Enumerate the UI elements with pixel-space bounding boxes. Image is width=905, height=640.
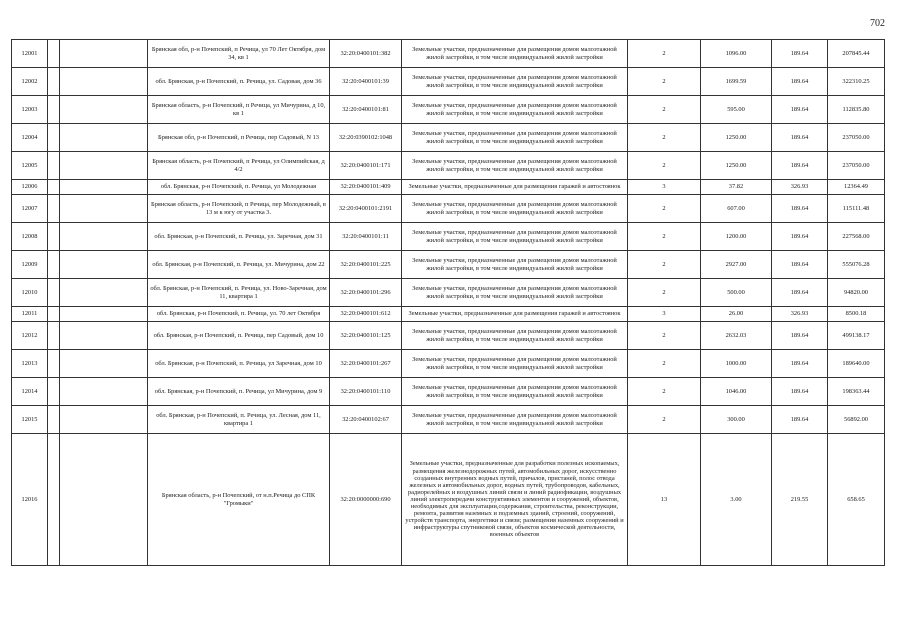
row-land-use: Земельные участки, предназначенные для размещения домов малоэтажной жилой застройки, в том числе индивидуальной жилой застройки (402, 350, 628, 378)
row-address: обл. Брянская, р-н Почепский, п. Речица, ул. Мичурина, дом 22 (148, 251, 330, 279)
row-cadastral-number: 32:20:0400101:267 (330, 350, 402, 378)
row-cadastral-value: 189640.00 (828, 350, 885, 378)
row-address: обл. Брянская, р-н Почепский, п. Речица, пер Садовый, дом 10 (148, 322, 330, 350)
row-spacer (60, 40, 148, 68)
row-land-use: Земельные участки, предназначенные для размещения домов малоэтажной жилой застройки, в том числе индивидуальной жилой застройки (402, 251, 628, 279)
row-spacer (60, 434, 148, 566)
row-area: 1046.00 (701, 378, 772, 406)
row-address: Брянская обл, р-н Почепский, п Речица, пер Садовый, N 13 (148, 124, 330, 152)
row-cadastral-number: 32:20:0400102:67 (330, 406, 402, 434)
row-spacer (48, 40, 60, 68)
row-spacer (60, 378, 148, 406)
row-address: обл. Брянская, р-н Почепский, п. Речица, ул. Лесная, дом 11, квартира 1 (148, 406, 330, 434)
row-area: 2632.03 (701, 322, 772, 350)
row-address: обл. Брянская, р-н Почепский, п. Речица, ул. Садовая, дом 36 (148, 68, 330, 96)
row-rate: 189.64 (772, 68, 828, 96)
row-category-code: 2 (628, 279, 701, 307)
row-spacer (60, 96, 148, 124)
row-spacer (48, 152, 60, 180)
row-area: 1250.00 (701, 124, 772, 152)
row-cadastral-value: 198363.44 (828, 378, 885, 406)
row-cadastral-value: 499138.17 (828, 322, 885, 350)
table-row (12, 124, 885, 152)
row-id: 12004 (12, 124, 48, 152)
row-spacer (60, 195, 148, 223)
row-category-code: 3 (628, 180, 701, 195)
row-address: Брянская область, р-н Почепский, п Речица, ул Олимпийская, д 4/2 (148, 152, 330, 180)
row-rate: 189.64 (772, 195, 828, 223)
row-id: 12011 (12, 307, 48, 322)
row-spacer (48, 96, 60, 124)
row-cadastral-value: 658.65 (828, 434, 885, 566)
table-row (12, 180, 885, 195)
table-row (12, 223, 885, 251)
row-rate: 189.64 (772, 350, 828, 378)
row-spacer (48, 350, 60, 378)
row-cadastral-number: 32:20:0400101:409 (330, 180, 402, 195)
row-spacer (60, 152, 148, 180)
row-id: 12012 (12, 322, 48, 350)
row-id: 12015 (12, 406, 48, 434)
row-spacer (48, 223, 60, 251)
row-cadastral-value: 8500.18 (828, 307, 885, 322)
row-cadastral-number: 32:20:0400101:2191 (330, 195, 402, 223)
table-row (12, 307, 885, 322)
row-rate: 189.64 (772, 279, 828, 307)
row-spacer (60, 279, 148, 307)
row-category-code: 2 (628, 96, 701, 124)
row-id: 12003 (12, 96, 48, 124)
row-cadastral-number: 32:20:0400101:171 (330, 152, 402, 180)
row-address: обл. Брянская, р-н Почепский, п. Речица, ул. Заречная, дом 31 (148, 223, 330, 251)
row-category-code: 3 (628, 307, 701, 322)
row-id: 12002 (12, 68, 48, 96)
row-spacer (48, 279, 60, 307)
row-cadastral-value: 207845.44 (828, 40, 885, 68)
row-spacer (60, 251, 148, 279)
row-address: Брянская область, р-н Почепский, п Речица, пер Молодежный, в 13 м к югу от участка 3. (148, 195, 330, 223)
row-land-use: Земельные участки, предназначенные для разработки полезных ископаемых, размещения железнодорожных путей, автомобильных дорог, искусственно созданных внутренних водных путей, причалов, пристаней, полос отвода железных и автомобильных дорог, водных путей, трубопроводов, кабельных, радиорелейных и воздушных линий связи и линий радиофикации, воздушных линий электропередачи конструктивных элементов и сооружений, объектов, необходимых для эксплуатации,содержания, строительства, реконструкции, ремонта, развития наземных и подземных зданий, строений, сооружений, устройств транспорта, энергетики и связи; размещения наземных сооружений и инфраструктуры спутниковой связи, объектов космической деятельности, военных объектов (402, 434, 628, 566)
row-cadastral-number: 32:20:0400101:225 (330, 251, 402, 279)
table-row (12, 350, 885, 378)
row-address: Брянская область, р-н Почепский, п Речица, ул Мичурина, д 10, кв 1 (148, 96, 330, 124)
table-row (12, 279, 885, 307)
row-rate: 326.93 (772, 307, 828, 322)
row-spacer (48, 251, 60, 279)
row-spacer (48, 180, 60, 195)
row-id: 12001 (12, 40, 48, 68)
row-spacer (60, 350, 148, 378)
row-category-code: 2 (628, 223, 701, 251)
table-body (12, 40, 885, 566)
row-address: Брянская область, р-н Почепский, от н.п.Речица до СПК "Громыки" (148, 434, 330, 566)
row-rate: 189.64 (772, 40, 828, 68)
row-category-code: 2 (628, 40, 701, 68)
row-rate: 189.64 (772, 223, 828, 251)
row-spacer (48, 378, 60, 406)
row-id: 12010 (12, 279, 48, 307)
row-spacer (60, 406, 148, 434)
row-id: 12014 (12, 378, 48, 406)
row-cadastral-value: 237050.00 (828, 124, 885, 152)
row-cadastral-value: 115111.48 (828, 195, 885, 223)
row-spacer (60, 68, 148, 96)
row-cadastral-value: 227568.00 (828, 223, 885, 251)
row-spacer (48, 68, 60, 96)
table-row (12, 195, 885, 223)
row-land-use: Земельные участки, предназначенные для размещения домов малоэтажной жилой застройки, в том числе индивидуальной жилой застройки (402, 40, 628, 68)
row-cadastral-number: 32:20:0400101:11 (330, 223, 402, 251)
row-category-code: 2 (628, 152, 701, 180)
row-cadastral-value: 56892.00 (828, 406, 885, 434)
table-row (12, 251, 885, 279)
row-id: 12013 (12, 350, 48, 378)
row-area: 300.00 (701, 406, 772, 434)
row-area: 595.00 (701, 96, 772, 124)
row-cadastral-value: 94820.00 (828, 279, 885, 307)
row-rate: 189.64 (772, 251, 828, 279)
row-rate: 189.64 (772, 378, 828, 406)
row-id: 12016 (12, 434, 48, 566)
row-id: 12008 (12, 223, 48, 251)
table-row (12, 152, 885, 180)
row-area: 37.82 (701, 180, 772, 195)
row-land-use: Земельные участки, предназначенные для размещения домов малоэтажной жилой застройки, в том числе индивидуальной жилой застройки (402, 406, 628, 434)
table-row (12, 68, 885, 96)
row-spacer (48, 322, 60, 350)
row-rate: 189.64 (772, 406, 828, 434)
row-id: 12007 (12, 195, 48, 223)
row-area: 607.00 (701, 195, 772, 223)
row-area: 1200.00 (701, 223, 772, 251)
row-rate: 326.93 (772, 180, 828, 195)
row-cadastral-value: 12364.49 (828, 180, 885, 195)
row-rate: 189.64 (772, 124, 828, 152)
row-spacer (48, 307, 60, 322)
row-land-use: Земельные участки, предназначенные для размещения домов малоэтажной жилой застройки, в том числе индивидуальной жилой застройки (402, 124, 628, 152)
table-row (12, 40, 885, 68)
row-cadastral-number: 32:20:0400101:296 (330, 279, 402, 307)
row-rate: 219.55 (772, 434, 828, 566)
row-cadastral-number: 32:20:0390102:1048 (330, 124, 402, 152)
row-rate: 189.64 (772, 96, 828, 124)
row-area: 2927.00 (701, 251, 772, 279)
table-row (12, 378, 885, 406)
row-category-code: 2 (628, 68, 701, 96)
row-cadastral-value: 112835.80 (828, 96, 885, 124)
row-address: обл. Брянская, р-н Почепский, п. Речица, ул. Ново-Заречная, дом 11, квартира 1 (148, 279, 330, 307)
table-row (12, 322, 885, 350)
row-land-use: Земельные участки, предназначенные для размещения домов малоэтажной жилой застройки, в том числе индивидуальной жилой застройки (402, 96, 628, 124)
row-spacer (48, 434, 60, 566)
row-spacer (60, 322, 148, 350)
row-address: обл. Брянская, р-н Почепский, п. Речица, ул. 70 лет Октября (148, 307, 330, 322)
row-spacer (60, 223, 148, 251)
row-cadastral-number: 32:20:0400101:81 (330, 96, 402, 124)
row-cadastral-number: 32:20:0000000:690 (330, 434, 402, 566)
row-land-use: Земельные участки, предназначенные для размещения домов малоэтажной жилой застройки, в том числе индивидуальной жилой застройки (402, 279, 628, 307)
row-cadastral-value: 237050.00 (828, 152, 885, 180)
row-land-use: Земельные участки, предназначенные для размещения домов малоэтажной жилой застройки, в том числе индивидуальной жилой застройки (402, 322, 628, 350)
row-land-use: Земельные участки, предназначенные для размещения домов малоэтажной жилой застройки, в том числе индивидуальной жилой застройки (402, 152, 628, 180)
row-land-use: Земельные участки, предназначенные для размещения домов малоэтажной жилой застройки, в том числе индивидуальной жилой застройки (402, 223, 628, 251)
row-category-code: 2 (628, 195, 701, 223)
row-cadastral-number: 32:20:0400101:382 (330, 40, 402, 68)
row-spacer (48, 124, 60, 152)
row-area: 1250.00 (701, 152, 772, 180)
row-land-use: Земельные участки, предназначенные для размещения гаражей и автостоянок (402, 180, 628, 195)
row-spacer (60, 180, 148, 195)
row-id: 12006 (12, 180, 48, 195)
row-category-code: 2 (628, 251, 701, 279)
row-category-code: 2 (628, 378, 701, 406)
page-number: 702 (870, 18, 885, 29)
row-land-use: Земельные участки, предназначенные для размещения домов малоэтажной жилой застройки, в том числе индивидуальной жилой застройки (402, 378, 628, 406)
table-row (12, 434, 885, 566)
row-address: обл. Брянская, р-н Почепский, п. Речица, ул Заречная, дом 10 (148, 350, 330, 378)
row-area: 1096.00 (701, 40, 772, 68)
row-cadastral-number: 32:20:0400101:39 (330, 68, 402, 96)
row-rate: 189.64 (772, 152, 828, 180)
row-area: 1699.59 (701, 68, 772, 96)
row-category-code: 13 (628, 434, 701, 566)
row-spacer (60, 307, 148, 322)
row-address: обл. Брянская, р-н Почепский, п. Речица, ул Молодежная (148, 180, 330, 195)
row-id: 12005 (12, 152, 48, 180)
row-area: 3.00 (701, 434, 772, 566)
row-land-use: Земельные участки, предназначенные для размещения домов малоэтажной жилой застройки, в том числе индивидуальной жилой застройки (402, 68, 628, 96)
table-row (12, 96, 885, 124)
row-spacer (48, 406, 60, 434)
row-cadastral-number: 32:20:0400101:125 (330, 322, 402, 350)
row-cadastral-value: 322310.25 (828, 68, 885, 96)
row-cadastral-number: 32:20:0400101:612 (330, 307, 402, 322)
row-category-code: 2 (628, 406, 701, 434)
row-area: 26.00 (701, 307, 772, 322)
row-spacer (48, 195, 60, 223)
row-category-code: 2 (628, 350, 701, 378)
row-area: 500.00 (701, 279, 772, 307)
row-address: обл. Брянская, р-н Почепский, п. Речица, ул Мичурина, дом 9 (148, 378, 330, 406)
row-land-use: Земельные участки, предназначенные для размещения домов малоэтажной жилой застройки, в том числе индивидуальной жилой застройки (402, 195, 628, 223)
table-row (12, 406, 885, 434)
row-address: Брянская обл, р-н Почепский, п Речица, ул 70 Лет Октября, дом 34, кв 1 (148, 40, 330, 68)
row-cadastral-value: 555076.28 (828, 251, 885, 279)
row-area: 1000.00 (701, 350, 772, 378)
land-registry-table (11, 39, 885, 566)
row-id: 12009 (12, 251, 48, 279)
row-rate: 189.64 (772, 322, 828, 350)
row-land-use: Земельные участки, предназначенные для размещения гаражей и автостоянок (402, 307, 628, 322)
row-category-code: 2 (628, 124, 701, 152)
row-cadastral-number: 32:20:0400101:110 (330, 378, 402, 406)
row-category-code: 2 (628, 322, 701, 350)
row-spacer (60, 124, 148, 152)
